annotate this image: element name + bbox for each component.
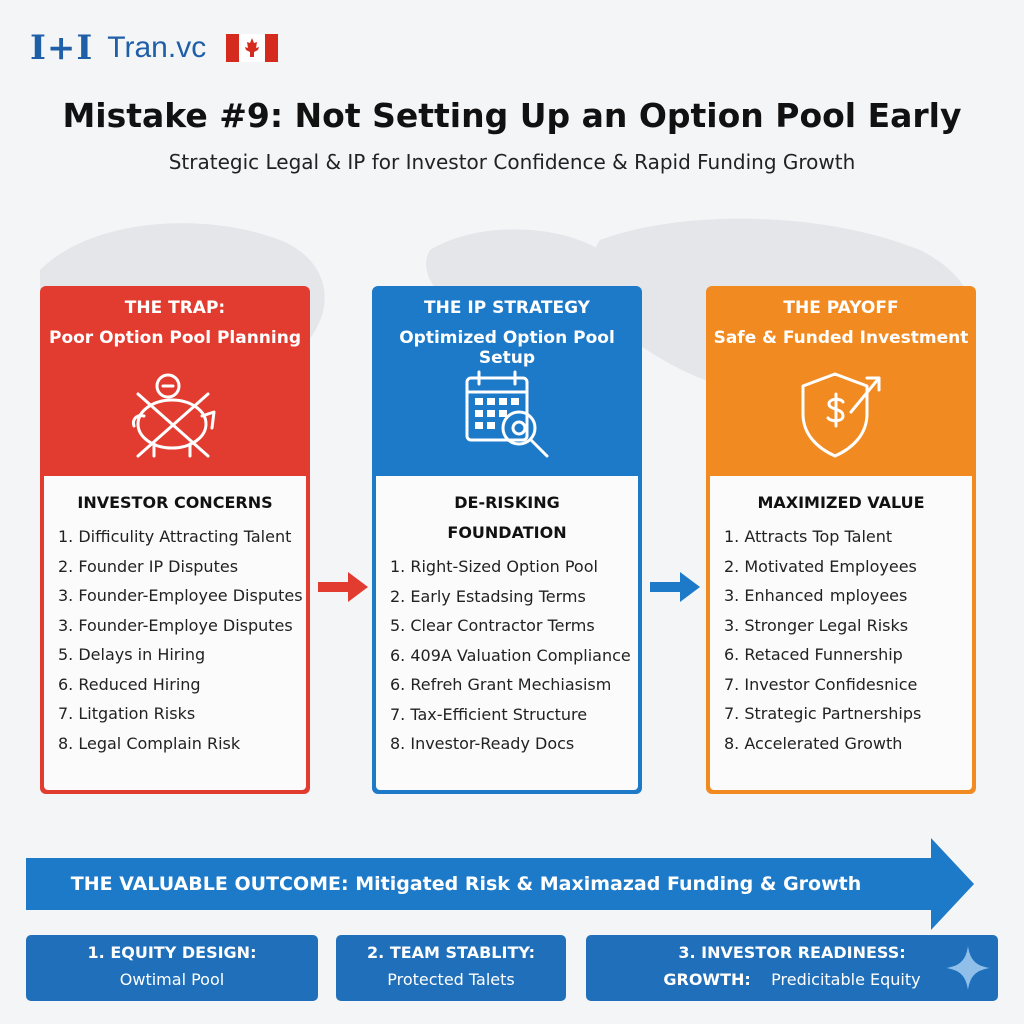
list-item: 8. Legal Complain Risk — [58, 733, 241, 753]
list-item: 7. Litgation Risks — [58, 704, 196, 723]
list-item: 6. Reduced Hiring — [58, 674, 201, 694]
list-item: 7. Investor Confidesnice — [724, 674, 918, 694]
list-item: 3. Founder-Employee Disputes — [58, 586, 303, 605]
outcome-banner — [26, 838, 974, 930]
strategy-subheading: Optimized Option Pool Setup — [399, 328, 615, 368]
list-item: 1. Difficulity Attracting Talent — [58, 527, 292, 546]
crossed-piggy-bank-icon — [120, 364, 230, 464]
equity-design-card — [26, 935, 318, 1001]
pill-value: Predicitable Equity — [771, 970, 921, 989]
list-item: 6. Retaced Funnership — [724, 645, 903, 664]
trap-subheading: Poor Option Pool Planning — [48, 328, 302, 348]
brand-mark: I+I — [30, 28, 94, 68]
list-item: 5. Clear Contractor Terms — [390, 616, 595, 635]
outcome-text: THE VALUABLE OUTCOME: Mitigated Risk & Maximazad Funding & Growth — [70, 873, 862, 895]
payoff-column — [706, 286, 976, 794]
page-subtitle: Strategic Legal & IP for Investor Confidence & Rapid Funding Growth — [168, 150, 856, 174]
list-item: 8. Accelerated Growth — [724, 733, 903, 753]
payoff-subheading: Safe & Funded Investment — [713, 328, 969, 348]
payoff-heading: THE PAYOFF — [783, 298, 899, 318]
shield-dollar-growth-icon — [791, 364, 891, 464]
trap-column — [40, 286, 310, 794]
pill-title: 1. EQUITY DESIGN: — [87, 943, 257, 962]
list-item: 3. Founder-Employe Disputes — [58, 615, 293, 635]
canada-flag-icon — [226, 34, 278, 62]
list-item: 3. Enhanced mployees — [724, 586, 908, 605]
strategy-section-title: DE-RISKING FOUNDATION — [447, 493, 567, 542]
pill-title: 3. INVESTOR READINESS: — [678, 943, 906, 962]
list-item: 6. 409A Valuation Compliance — [390, 645, 631, 665]
team-stability-card — [336, 935, 566, 1001]
list-item: 2. Early Estadsing Terms — [390, 586, 586, 606]
list-item: 7. Strategic Partnerships — [724, 704, 922, 723]
pill-label: GROWTH: — [663, 970, 751, 989]
sparkle-icon — [944, 944, 992, 992]
list-item: 1. Right-Sized Option Pool — [390, 557, 598, 576]
list-item: 2. Motivated Employees — [724, 556, 917, 576]
pill-value: Owtimal Pool — [119, 970, 225, 989]
list-item: 6. Refreh Grant Mechiasism — [390, 675, 612, 694]
blue-arrow-icon — [650, 570, 702, 604]
brand-logo — [30, 28, 278, 68]
pill-value: Protected Talets — [387, 970, 515, 989]
list-item: 7. Tax-Efficient Structure — [390, 704, 588, 724]
calendar-gear-icon — [457, 364, 557, 464]
list-item: 8. Investor-Ready Docs — [390, 734, 575, 753]
trap-heading: THE TRAP: — [124, 298, 226, 318]
investor-readiness-card — [586, 935, 998, 1001]
red-arrow-icon — [318, 570, 370, 604]
strategy-heading: THE IP STRATEGY — [424, 298, 590, 318]
pill-title: 2. TEAM STABLITY: — [367, 943, 535, 962]
page-title: Mistake #9: Not Setting Up an Option Pool Early — [62, 96, 962, 135]
list-item: 1. Attracts Top Talent — [724, 527, 893, 546]
list-item: 3. Stronger Legal Risks — [724, 615, 909, 635]
brand-name: Tran.vc — [107, 31, 207, 64]
trap-section-title: INVESTOR CONCERNS — [77, 493, 273, 512]
strategy-column — [372, 286, 642, 794]
list-item: 5. Delays in Hiring — [58, 645, 206, 664]
list-item: 2. Founder IP Disputes — [58, 556, 239, 576]
payoff-section-title: MAXIMIZED VALUE — [757, 493, 925, 512]
